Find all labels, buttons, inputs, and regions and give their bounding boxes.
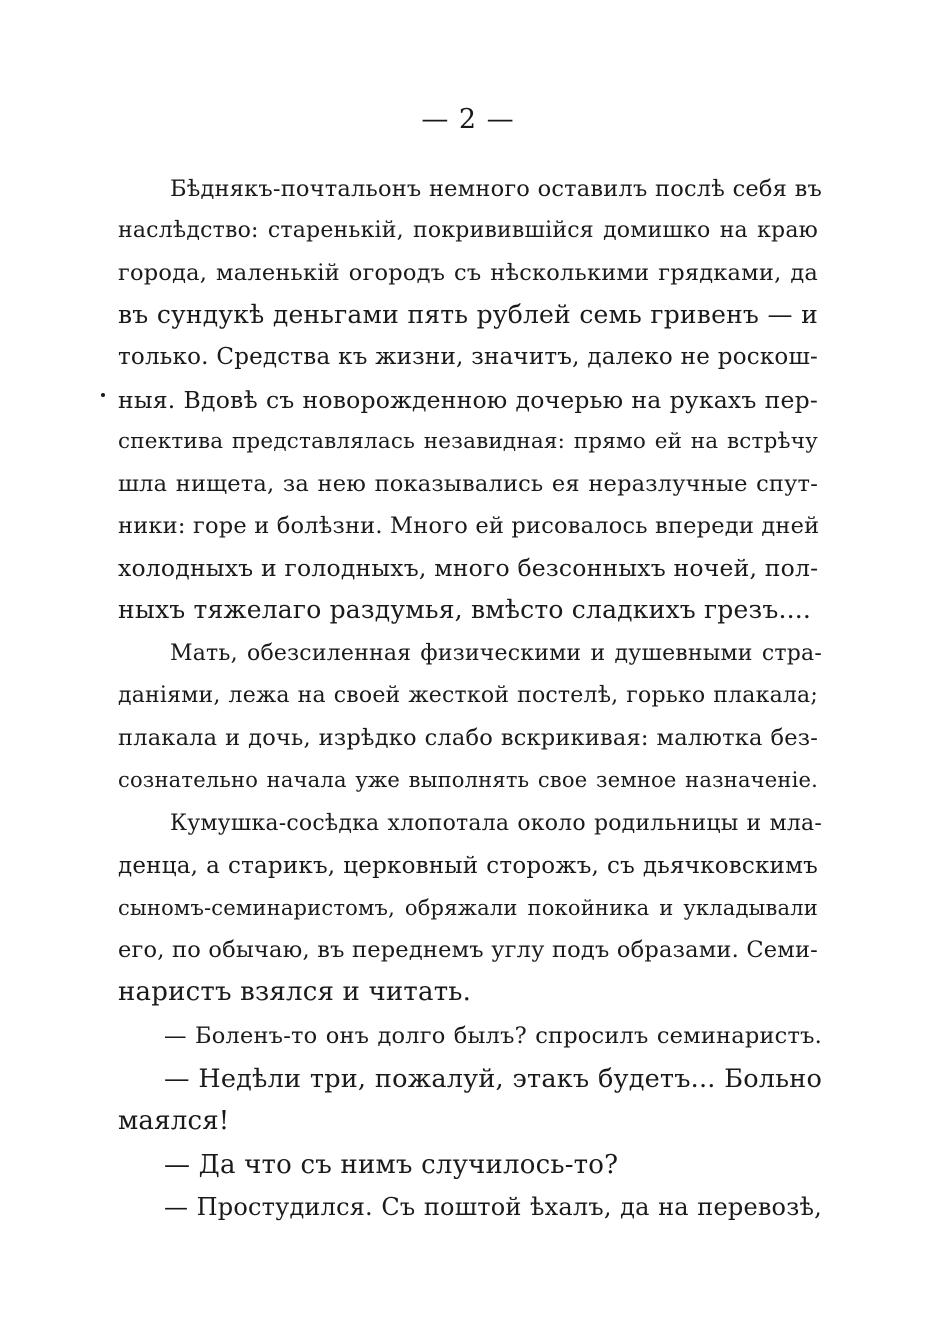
text-line: даніями, лежа на своей жесткой постелѣ, горько плакала; — [118, 683, 818, 708]
text-line: денца, а старикъ, церковный сторожъ, съ дьячковскимъ — [118, 853, 818, 879]
text-line: — Да что съ нимъ случилось-то? — [164, 1150, 619, 1180]
text-line: его, по обычаю, въ переднемъ углу подъ образами. Семи- — [118, 937, 818, 963]
text-line: Бѣднякъ-почтальонъ немного оставилъ послѣ себя въ — [170, 176, 822, 202]
text-line: ныхъ тяжелаго раздумья, вмѣсто сладкихъ грезъ.... — [118, 595, 812, 624]
text-line: наслѣдство: старенькій, покривившійся домишко на краю — [118, 218, 818, 243]
stray-mark — [101, 393, 105, 397]
text-line: сознательно начала уже выполнять свое земное назначеніе. — [118, 768, 818, 792]
text-line: холодныхъ и голодныхъ, много безсонныхъ ночей, пол- — [118, 554, 819, 582]
text-line: Кумушка-сосѣдка хлопотала около родильницы и мла- — [170, 811, 822, 836]
text-line: — Простудился. Съ поштой ѣхалъ, да на перевозѣ, — [164, 1193, 822, 1221]
text-line: — Недѣли три, пожалуй, этакъ будетъ... Больно — [164, 1064, 822, 1094]
text-line: Мать, обезсиленная физическими и душевными стра- — [170, 641, 822, 666]
text-line: наристъ взялся и читать. — [118, 977, 472, 1007]
page-number: — 2 — — [421, 104, 515, 135]
text-line: маялся! — [118, 1106, 230, 1136]
text-line: спектива представлялась незавидная: прямо ей на встрѣчу — [118, 429, 818, 454]
text-line: только. Средства къ жизни, значитъ, далеко не роскош- — [118, 344, 818, 370]
text-line: города, маленькій огородъ съ нѣсколькими грядками, да — [118, 260, 818, 286]
text-line: — Боленъ-то онъ долго былъ? спросилъ семинаристъ. — [164, 1023, 822, 1049]
text-line: сыномъ-семинаристомъ, обряжали покойника и укладывали — [118, 896, 818, 920]
text-line: ники: горе и болѣзни. Много ей рисовалось впереди дней — [118, 513, 820, 539]
text-line: плакала и дочь, изрѣдко слабо вскрикивая: малютка без- — [118, 725, 818, 751]
text-line: ныя. Вдовѣ съ новорожденною дочерью на рукахъ пер- — [118, 386, 818, 414]
text-line: шла нищета, за нею показывались ея неразлучные спут- — [118, 471, 818, 497]
text-line: въ сундукѣ деньгами пять рублей семь гривенъ — и — [118, 300, 818, 329]
